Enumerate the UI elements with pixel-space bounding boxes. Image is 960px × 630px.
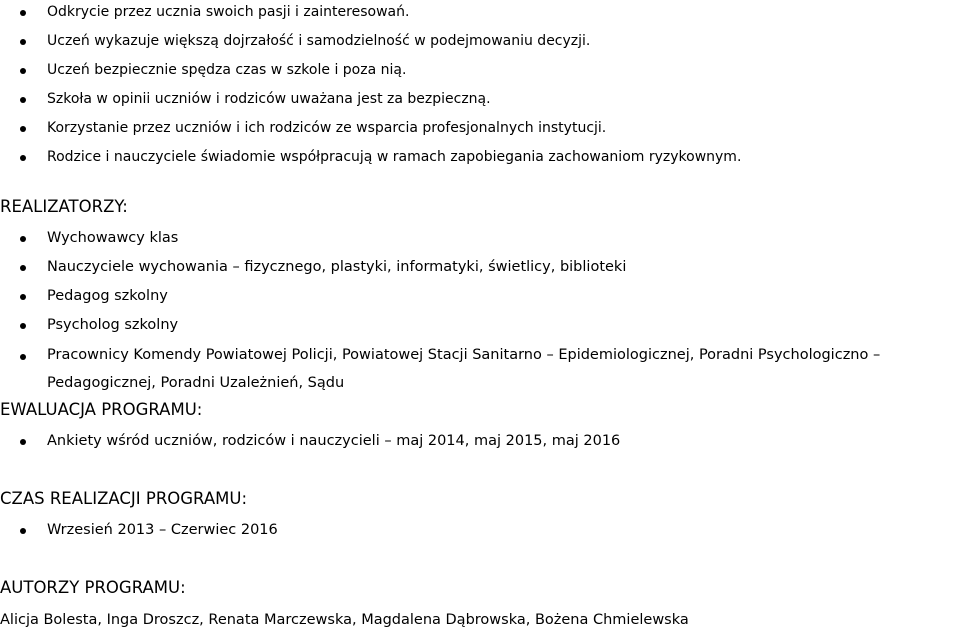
list-item: Wrzesień 2013 – Czerwiec 2016 (0, 516, 960, 545)
czas-heading: CZAS REALIZACJI PROGRAMU: (0, 489, 248, 508)
list-item: Ankiety wśród uczniów, rodziców i nauczycieli – maj 2014, maj 2015, maj 2016 (0, 427, 960, 456)
list-item: Rodzice i nauczyciele świadomie współpracują w ramach zapobiegania zachowaniom ryzykownym. (0, 143, 960, 172)
ewaluacja-heading: EWALUACJA PROGRAMU: (0, 400, 203, 419)
authors-text: Alicja Bolesta, Inga Droszcz, Renata Marczewska, Magdalena Dąbrowska, Bożena Chmielewska (0, 612, 689, 628)
ewaluacja-list (0, 427, 960, 456)
autorzy-heading: AUTORZY PROGRAMU: (0, 578, 186, 597)
realizatorzy-heading: REALIZATORZY: (0, 197, 128, 216)
realizatorzy-list (0, 224, 960, 397)
list-item: Korzystanie przez uczniów i ich rodziców ze wsparcia profesjonalnych instytucji. (0, 114, 960, 143)
czas-list (0, 516, 960, 545)
list-item: Uczeń wykazuje większą dojrzałość i samodzielność w podejmowaniu decyzji. (0, 27, 960, 56)
goals-list (0, 0, 960, 172)
list-item: Psycholog szkolny (0, 311, 960, 340)
list-item: Wychowawcy klas (0, 224, 960, 253)
list-item: Pracownicy Komendy Powiatowej Policji, Powiatowej Stacji Sanitarno – Epidemiologicznej, Poradni Psychologiczno – Pedagogicznej, Poradni Uzależnień, Sądu (0, 340, 960, 397)
list-item: Uczeń bezpiecznie spędza czas w szkole i poza nią. (0, 56, 960, 85)
list-item: Pedagog szkolny (0, 282, 960, 311)
list-item: Nauczyciele wychowania – fizycznego, plastyki, informatyki, świetlicy, biblioteki (0, 253, 960, 282)
list-item: Odkrycie przez ucznia swoich pasji i zainteresowań. (0, 0, 960, 27)
list-item: Szkoła w opinii uczniów i rodziców uważana jest za bezpieczną. (0, 85, 960, 114)
